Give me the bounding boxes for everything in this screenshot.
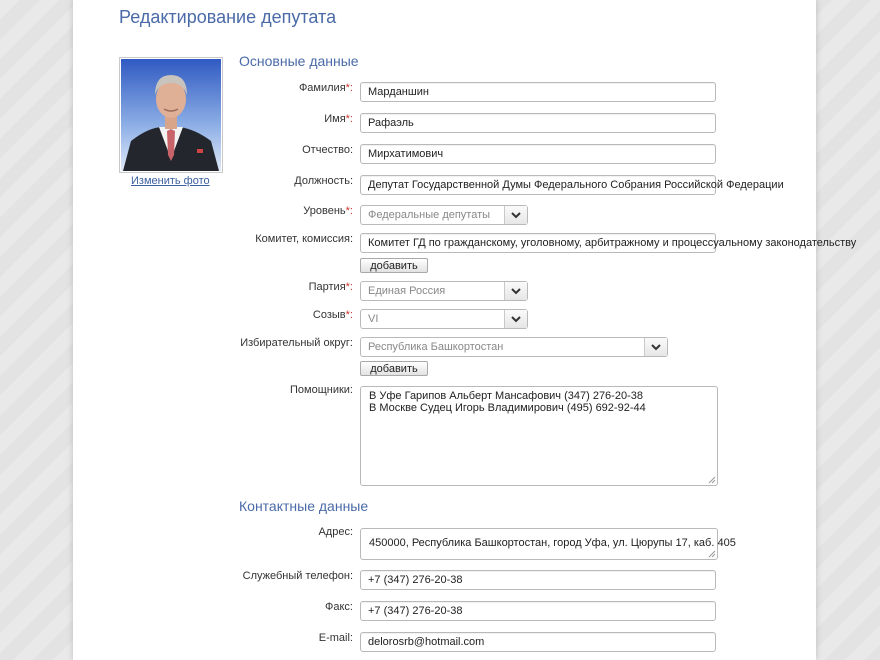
row-position xyxy=(73,175,816,197)
committee-label: Комитет, комиссия: xyxy=(255,233,353,245)
work-phone-input[interactable]: +7 (347) 276-20-38 xyxy=(360,570,716,590)
fax-input[interactable]: +7 (347) 276-20-38 xyxy=(360,601,716,621)
name-input[interactable]: Рафаэль xyxy=(360,113,716,133)
row-district xyxy=(73,337,816,359)
address-textarea[interactable] xyxy=(360,528,736,560)
row-fax xyxy=(73,601,816,623)
row-email xyxy=(73,632,816,654)
row-address xyxy=(73,526,816,548)
level-select-value: Федеральные депутаты xyxy=(368,209,491,221)
row-patronymic xyxy=(73,144,816,166)
assistants-label: Помощники: xyxy=(290,384,353,396)
party-select[interactable] xyxy=(360,281,528,301)
row-assistants xyxy=(73,384,816,414)
email-label: E-mail: xyxy=(318,632,353,644)
change-photo-link[interactable]: Изменить фото xyxy=(131,175,210,187)
fax-label: Факс: xyxy=(325,601,353,613)
surname-input[interactable]: Марданшин xyxy=(360,82,716,102)
address-label: Адрес: xyxy=(318,526,353,538)
row-level xyxy=(73,205,816,227)
convocation-select-value: VI xyxy=(368,313,379,325)
row-work-phone xyxy=(73,570,816,592)
name-label: Имя*: xyxy=(324,113,353,125)
district-select-value: Республика Башкортостан xyxy=(368,341,504,353)
required-marker: *: xyxy=(345,113,353,125)
position-input[interactable]: Депутат Государственной Думы Федерального Собрания Российской Федерации xyxy=(360,175,716,195)
position-label: Должность: xyxy=(294,175,353,187)
row-committee xyxy=(73,233,857,255)
email-input[interactable]: delorosrb@hotmail.com xyxy=(360,632,716,652)
assistants-textarea[interactable] xyxy=(360,386,718,486)
patronymic-input[interactable]: Мирхатимович xyxy=(360,144,716,164)
row-party xyxy=(73,281,816,303)
assistant-line: В Москве Судец Игорь Владимирович (495) 692-92-44 xyxy=(369,402,646,414)
district-label: Избирательный округ: xyxy=(240,337,353,349)
convocation-select[interactable] xyxy=(360,309,528,329)
convocation-label: Созыв*: xyxy=(312,309,353,321)
required-marker: *: xyxy=(345,205,353,217)
row-surname xyxy=(73,82,816,104)
committee-input[interactable]: Комитет ГД по гражданскому, уголовному, арбитражному и процессуальному законодательству xyxy=(360,233,716,253)
add-committee-button[interactable]: добавить xyxy=(360,258,428,273)
party-select-value: Единая Россия xyxy=(368,285,446,297)
required-marker: *: xyxy=(345,82,353,94)
page-title: Редактирование депутата xyxy=(119,7,337,27)
section-title-main: Основные данные xyxy=(239,53,359,69)
surname-label: Фамилия*: xyxy=(298,82,353,94)
address-value: 450000, Республика Башкортостан, город Уфа, ул. Цюрупы 17, каб. 405 xyxy=(369,537,736,549)
chevron-down-icon[interactable] xyxy=(504,282,527,300)
required-marker: *: xyxy=(345,281,353,293)
resize-grip-icon[interactable] xyxy=(708,476,716,484)
required-marker: *: xyxy=(345,309,353,321)
level-select[interactable] xyxy=(360,205,528,225)
party-label: Партия*: xyxy=(308,281,353,293)
assistant-line: В Уфе Гарипов Альберт Мансафович (347) 276-20-38 xyxy=(369,390,643,402)
row-name xyxy=(73,113,816,135)
level-label: Уровень*: xyxy=(303,205,353,217)
district-select[interactable] xyxy=(360,337,668,357)
chevron-down-icon[interactable] xyxy=(504,206,527,224)
patronymic-label: Отчество: xyxy=(302,144,353,156)
row-convocation xyxy=(73,309,816,331)
resize-grip-icon[interactable] xyxy=(708,550,716,558)
page-sheet xyxy=(73,0,857,660)
add-district-button[interactable]: добавить xyxy=(360,361,428,376)
work-phone-label: Служебный телефон: xyxy=(242,570,353,582)
section-title-contacts: Контактные данные xyxy=(239,498,369,514)
chevron-down-icon[interactable] xyxy=(644,338,667,356)
chevron-down-icon[interactable] xyxy=(504,310,527,328)
